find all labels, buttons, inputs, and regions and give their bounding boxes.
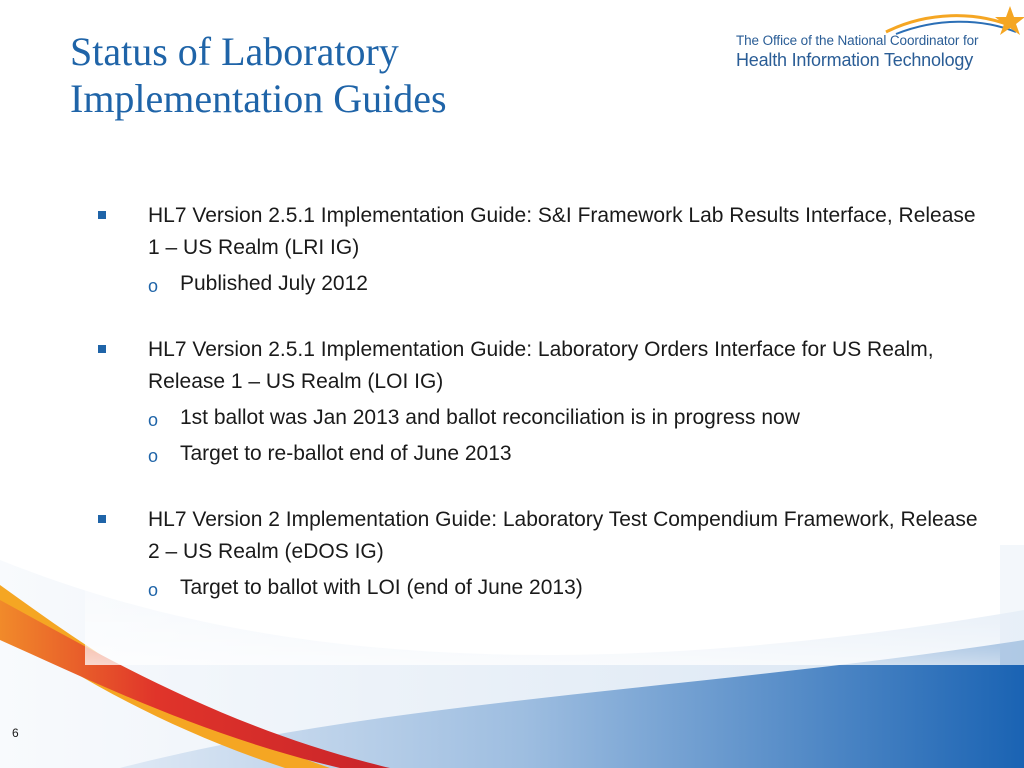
slide-title	[70, 28, 690, 122]
circle-bullet-icon: o	[148, 580, 159, 600]
bullet-item-edos	[0, 504, 1024, 604]
circle-bullet-icon: o	[148, 276, 159, 296]
slide-title-line-2: Implementation Guides	[70, 76, 447, 121]
sub-bullet-item	[148, 268, 984, 300]
sub-bullet-text: Target to ballot with LOI (end of June 2013)	[180, 576, 583, 599]
square-bullet-icon	[98, 345, 106, 353]
bullet-list	[0, 200, 1024, 604]
sub-bullet-text: Published July 2012	[180, 272, 368, 295]
slide-number: 6	[12, 726, 19, 740]
square-bullet-icon	[98, 211, 106, 219]
circle-bullet-icon: o	[148, 410, 159, 430]
bullet-item-loi	[0, 334, 1024, 470]
sub-bullet-item	[148, 572, 984, 604]
sub-bullet-item	[148, 402, 984, 434]
sub-bullet-list	[148, 268, 984, 300]
onc-logo	[736, 6, 1024, 76]
sub-bullet-text: 1st ballot was Jan 2013 and ballot reconciliation is in progress now	[180, 406, 800, 429]
bullet-text: HL7 Version 2.5.1 Implementation Guide: Laboratory Orders Interface for US Realm, Release 1 – US Realm (LOI IG)	[148, 338, 934, 393]
sub-bullet-item	[148, 438, 984, 470]
circle-bullet-icon: o	[148, 446, 159, 466]
sub-bullet-list	[148, 402, 984, 470]
logo-text-line-2: Health Information Technology	[736, 50, 974, 70]
square-bullet-icon	[98, 515, 106, 523]
bullet-text: HL7 Version 2 Implementation Guide: Laboratory Test Compendium Framework, Release 2 – US Realm (eDOS IG)	[148, 508, 978, 563]
logo-text-line-1: The Office of the National Coordinator for	[736, 33, 979, 48]
sub-bullet-text: Target to re-ballot end of June 2013	[180, 442, 512, 465]
bullet-text: HL7 Version 2.5.1 Implementation Guide: S&I Framework Lab Results Interface, Release 1 – US Realm (LRI IG)	[148, 204, 976, 259]
bullet-item-lri	[0, 200, 1024, 300]
slide-title-line-1: Status of Laboratory	[70, 29, 399, 74]
sub-bullet-list	[148, 572, 984, 604]
